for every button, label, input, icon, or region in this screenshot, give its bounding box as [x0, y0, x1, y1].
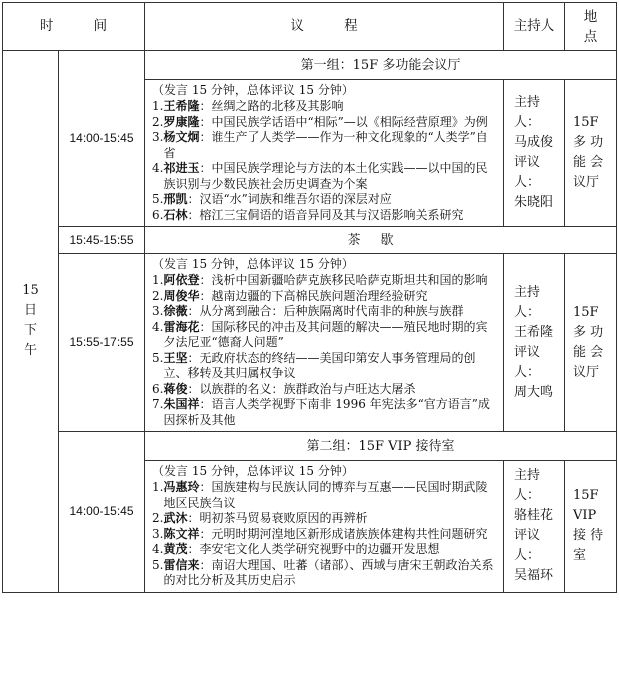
date-cell: 15 日 下 午	[3, 51, 59, 593]
break-label: 茶歇	[145, 227, 617, 254]
talk-number: 6.	[152, 207, 164, 222]
talk-title: ：越南边疆的下高棉民族问题治理经验研究	[199, 288, 428, 303]
talk-title: ：语言人类学视野下南非 1996 年宪法多“官方语言”成因探析及其他	[163, 397, 490, 427]
talk-title: ：中国民族学理论与方法的本土化实践——以中国的民族识别与少数民族社会历史调查为个案	[163, 161, 488, 191]
group1-time: 14:00-15:45	[59, 51, 145, 227]
talk-number: 5.	[152, 557, 164, 572]
talk-number: 3.	[152, 304, 164, 318]
speaker-name: 邢凯	[163, 192, 188, 206]
talk-number: 2.	[152, 114, 164, 129]
speaker-name: 杨文炯	[163, 130, 200, 144]
group1-talk-list	[152, 99, 499, 223]
group1-agenda	[145, 80, 504, 227]
group1-title: 第一组：15F 多功能会议厅	[145, 51, 617, 80]
talk-item	[152, 320, 499, 351]
talk-number: 6.	[152, 381, 164, 396]
talk-title: ：中国民族学话语中“相际”—以《相际经营原理》为例	[199, 114, 488, 129]
talk-item	[152, 480, 499, 511]
talk-title: ：明初茶马贸易衰败原因的再辨析	[187, 511, 368, 525]
header-agenda: 议 程	[145, 3, 504, 51]
talk-title: ：榕江三宝侗语的语音异同及其与汉语影响关系研究	[187, 207, 464, 222]
group2-time: 14:00-15:45	[59, 432, 145, 593]
talk-number: 3.	[152, 130, 164, 144]
session2-talk-list	[152, 273, 499, 428]
talk-number: 3.	[152, 526, 164, 541]
speaker-name: 黄茂	[163, 542, 188, 556]
talk-number: 5.	[152, 192, 164, 206]
session2-host: 主持人： 王希隆 评议人： 周大鸣	[504, 254, 565, 432]
group1-host: 主持人： 马成俊 评议人： 朱晓阳	[504, 80, 565, 227]
speaker-name: 石林	[163, 207, 188, 222]
talk-title: ：元明时期河湟地区新形成诸族族体建构共性问题研究	[199, 526, 488, 541]
group2-agenda	[145, 461, 504, 593]
header-time: 时 间	[3, 3, 145, 51]
speaker-name: 蒋俊	[163, 381, 188, 396]
talk-title: ：谁生产了人类学——作为一种文化现象的“人类学”自省	[163, 130, 488, 160]
speaker-name: 雷信来	[163, 557, 200, 572]
talk-title: ：从分离到融合：后种族隔离时代南非的种族与族群	[187, 304, 464, 318]
talk-number: 1.	[152, 273, 164, 287]
group1-title-row	[3, 51, 617, 80]
group2-rule: （发言 15 分钟，总体评议 15 分钟）	[152, 464, 354, 478]
talk-title: ：国际移民的冲击及其问题的解决——殖民地时期的宾夕法尼亚“德裔人问题”	[163, 319, 488, 349]
session2-venue: 15F 多 功 能 会 议厅	[565, 254, 617, 432]
talk-number: 2.	[152, 288, 164, 303]
talk-title: ：丝绸之路的北移及其影响	[199, 99, 344, 113]
group2-title: 第二组：15F VIP 接待室	[145, 432, 617, 461]
session2-rule: （发言 15 分钟，总体评议 15 分钟）	[152, 257, 354, 271]
talk-title: ：浅析中国新疆哈萨克族移民哈萨克斯坦共和国的影响	[199, 273, 488, 287]
group2-host: 主持人： 骆桂花 评议人： 吴福环	[504, 461, 565, 593]
talk-title: ：南诏大理国、吐蕃（诸部）、西域与唐宋王朝政治关系的对比分析及其历史启示	[163, 557, 494, 587]
break-time: 15:45-15:55	[59, 227, 145, 254]
talk-item	[152, 208, 499, 224]
talk-item	[152, 397, 499, 428]
talk-number: 4.	[152, 542, 164, 556]
talk-number: 1.	[152, 99, 164, 113]
talk-title: ：李安宅文化人类学研究视野中的边疆开发思想	[187, 542, 440, 556]
group2-title-row	[3, 432, 617, 461]
session2-time: 15:55-17:55	[59, 254, 145, 432]
session2-row	[3, 254, 617, 432]
talk-item	[152, 527, 499, 543]
speaker-name: 冯惠玲	[163, 480, 200, 494]
group1-venue: 15F 多 功 能 会 议厅	[565, 80, 617, 227]
speaker-name: 徐薇	[163, 304, 188, 318]
talk-item	[152, 192, 499, 208]
session2-agenda	[145, 254, 504, 432]
talk-title: ：无政府状态的终结——美国印第安人事务管理局的创立、移转及其归属权争议	[163, 350, 476, 380]
talk-item	[152, 289, 499, 305]
talk-item	[152, 542, 499, 558]
group2-talk-list	[152, 480, 499, 589]
break-row	[3, 227, 617, 254]
talk-item	[152, 99, 499, 115]
talk-item	[152, 304, 499, 320]
talk-number: 5.	[152, 350, 164, 365]
talk-number: 4.	[152, 319, 164, 334]
group1-rule: （发言 15 分钟，总体评议 15 分钟）	[152, 83, 354, 97]
talk-item	[152, 382, 499, 398]
speaker-name: 祁进玉	[163, 161, 200, 175]
talk-number: 7.	[152, 397, 164, 411]
speaker-name: 朱国祥	[163, 397, 200, 411]
speaker-name: 罗康隆	[163, 114, 200, 129]
talk-title: ：汉语“水”词族和维吾尔语的深层对应	[187, 192, 392, 206]
talk-item	[152, 511, 499, 527]
talk-item	[152, 273, 499, 289]
talk-item	[152, 558, 499, 589]
talk-item	[152, 115, 499, 131]
talk-item	[152, 130, 499, 161]
speaker-name: 阿依登	[163, 273, 200, 287]
speaker-name: 王坚	[163, 350, 188, 365]
speaker-name: 陈文祥	[163, 526, 200, 541]
speaker-name: 雷海花	[163, 319, 200, 334]
header-row	[3, 3, 617, 51]
talk-item	[152, 351, 499, 382]
speaker-name: 王希隆	[163, 99, 200, 113]
schedule-table	[2, 2, 617, 593]
talk-item	[152, 161, 499, 192]
speaker-name: 周俊华	[163, 288, 200, 303]
talk-title: ：国族建构与民族认同的博弈与互惠——民国时期武陵地区民族刍议	[163, 480, 488, 510]
talk-number: 4.	[152, 161, 164, 175]
talk-title: ：以族群的名义：族群政治与卢旺达大屠杀	[187, 381, 416, 396]
talk-number: 1.	[152, 480, 164, 494]
speaker-name: 武沐	[163, 511, 188, 525]
talk-number: 2.	[152, 511, 164, 525]
header-venue: 地 点	[565, 3, 617, 51]
group2-venue: 15F VIP 接 待 室	[565, 461, 617, 593]
header-host: 主持人	[504, 3, 565, 51]
